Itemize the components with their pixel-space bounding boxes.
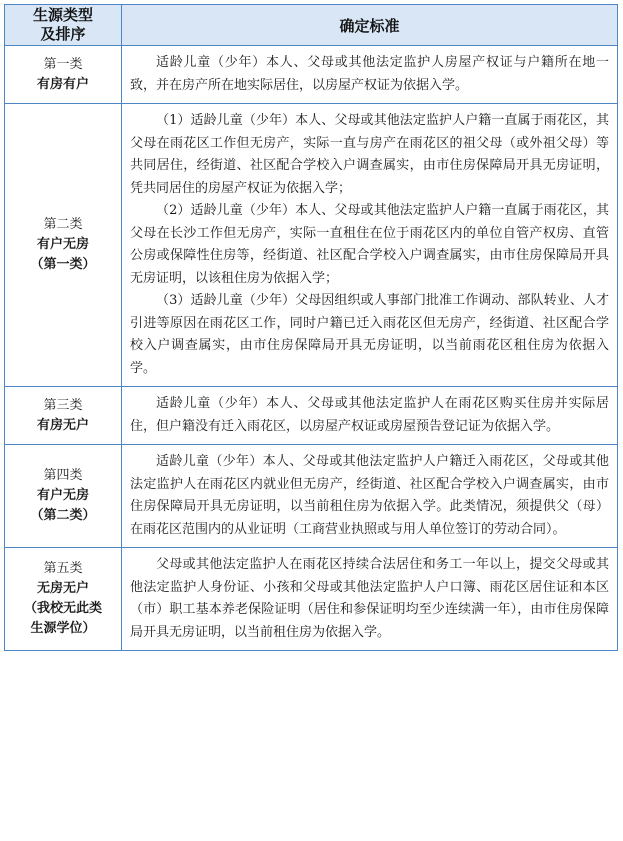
criteria-paragraph: 适龄儿童（少年）本人、父母或其他法定监护人在雨花区购买住房并实际居住，但户籍没有迁入雨花区，以房屋产权证或房屋预告登记证为依据入学。 bbox=[130, 396, 609, 434]
table-row-category-1 bbox=[5, 46, 618, 104]
category-name: 有户无房 bbox=[36, 488, 89, 503]
category-level: 第五类 bbox=[43, 561, 83, 576]
category-name-sub: 生源学位） bbox=[30, 621, 96, 636]
criteria-cell bbox=[122, 445, 618, 548]
criteria-paragraph: （3）适龄儿童（少年）父母因组织或人事部门批准工作调动、部队转业、人才引进等原因在雨花区工作，同时户籍已迁入雨花区但无房产，经街道、社区配合学校入户调查属实，由市住房保障局开具无房证明，以当前雨花区租住房为依据入学。 bbox=[130, 293, 609, 376]
criteria-cell bbox=[122, 104, 618, 387]
criteria-paragraph: 适龄儿童（少年）本人、父母或其他法定监护人户籍迁入雨花区，父母或其他法定监护人在雨花区内就业但无房产，经街道、社区配合学校入户调查属实，由市住房保障局开具无房证明，以当前租住房为依据入学。此类情况，须提供父（母）在雨花区范围内的从业证明（工商营业执照或与用人单位签订的劳动合同）。 bbox=[130, 454, 609, 537]
category-cell bbox=[5, 445, 122, 548]
enrollment-criteria-table bbox=[4, 4, 618, 651]
table-row-category-3 bbox=[5, 387, 618, 445]
category-cell bbox=[5, 387, 122, 445]
category-cell bbox=[5, 104, 122, 387]
criteria-paragraph: 适龄儿童（少年）本人、父母或其他法定监护人房屋产权证与户籍所在地一致，并在房产所在地实际居住，以房屋产权证为依据入学。 bbox=[130, 55, 609, 93]
header-student-type bbox=[5, 5, 122, 46]
criteria-paragraph: （1）适龄儿童（少年）本人、父母或其他法定监护人户籍一直属于雨花区，其父母在雨花区工作但无房产，实际一直与房产在雨花区的祖父母（或外祖父母）等共同居住，经街道、社区配合学校入户调查属实，由市住房保障局开具无房证明，凭共同居住的房屋产权证为依据入学； bbox=[130, 113, 609, 196]
enrollment-criteria-table-wrapper bbox=[4, 4, 617, 651]
category-cell bbox=[5, 548, 122, 651]
header-student-type-line1: 生源类型 bbox=[32, 6, 93, 24]
category-name-sub: （第一类） bbox=[30, 257, 96, 272]
category-level: 第二类 bbox=[43, 217, 83, 232]
criteria-cell bbox=[122, 387, 618, 445]
category-name: 无房无户 bbox=[36, 581, 89, 596]
category-name: 有房有户 bbox=[36, 76, 89, 92]
criteria-paragraph: 父母或其他法定监护人在雨花区持续合法居住和务工一年以上，提交父母或其他法定监护人身份证、小孩和父母或其他法定监护人户口簿、雨花区居住证和本区（市）职工基本养老保险证明（居住和参保证明均至少连续满一年），由市住房保障局开具无房证明，以当前租住房为依据入学。 bbox=[130, 557, 609, 640]
criteria-cell bbox=[122, 548, 618, 651]
criteria-cell bbox=[122, 46, 618, 104]
category-name: 有房无户 bbox=[36, 417, 89, 433]
table-row-category-4 bbox=[5, 445, 618, 548]
header-criteria: 确定标准 bbox=[122, 5, 618, 46]
category-name: 有户无房 bbox=[36, 237, 89, 252]
table-row-category-5 bbox=[5, 548, 618, 651]
header-student-type-line2: 及排序 bbox=[40, 25, 86, 43]
criteria-paragraph: （2）适龄儿童（少年）本人、父母或其他法定监护人户籍一直属于雨花区，其父母在长沙工作但无房产，实际一直租住在位于雨花区内的单位自管产权房、直管公房或保障性住房等，经街道、社区配合学校入户调查属实，由市住房保障局开具无房证明，以该租住房为依据入学； bbox=[130, 203, 609, 286]
category-level: 第四类 bbox=[43, 468, 83, 483]
category-cell bbox=[5, 46, 122, 104]
category-level: 第一类 bbox=[43, 56, 83, 72]
category-name-sub: （我校无此类 bbox=[23, 601, 102, 616]
table-row-category-2 bbox=[5, 104, 618, 387]
header-row bbox=[5, 5, 618, 46]
category-level: 第三类 bbox=[43, 397, 83, 413]
category-name-sub: （第二类） bbox=[30, 508, 96, 523]
